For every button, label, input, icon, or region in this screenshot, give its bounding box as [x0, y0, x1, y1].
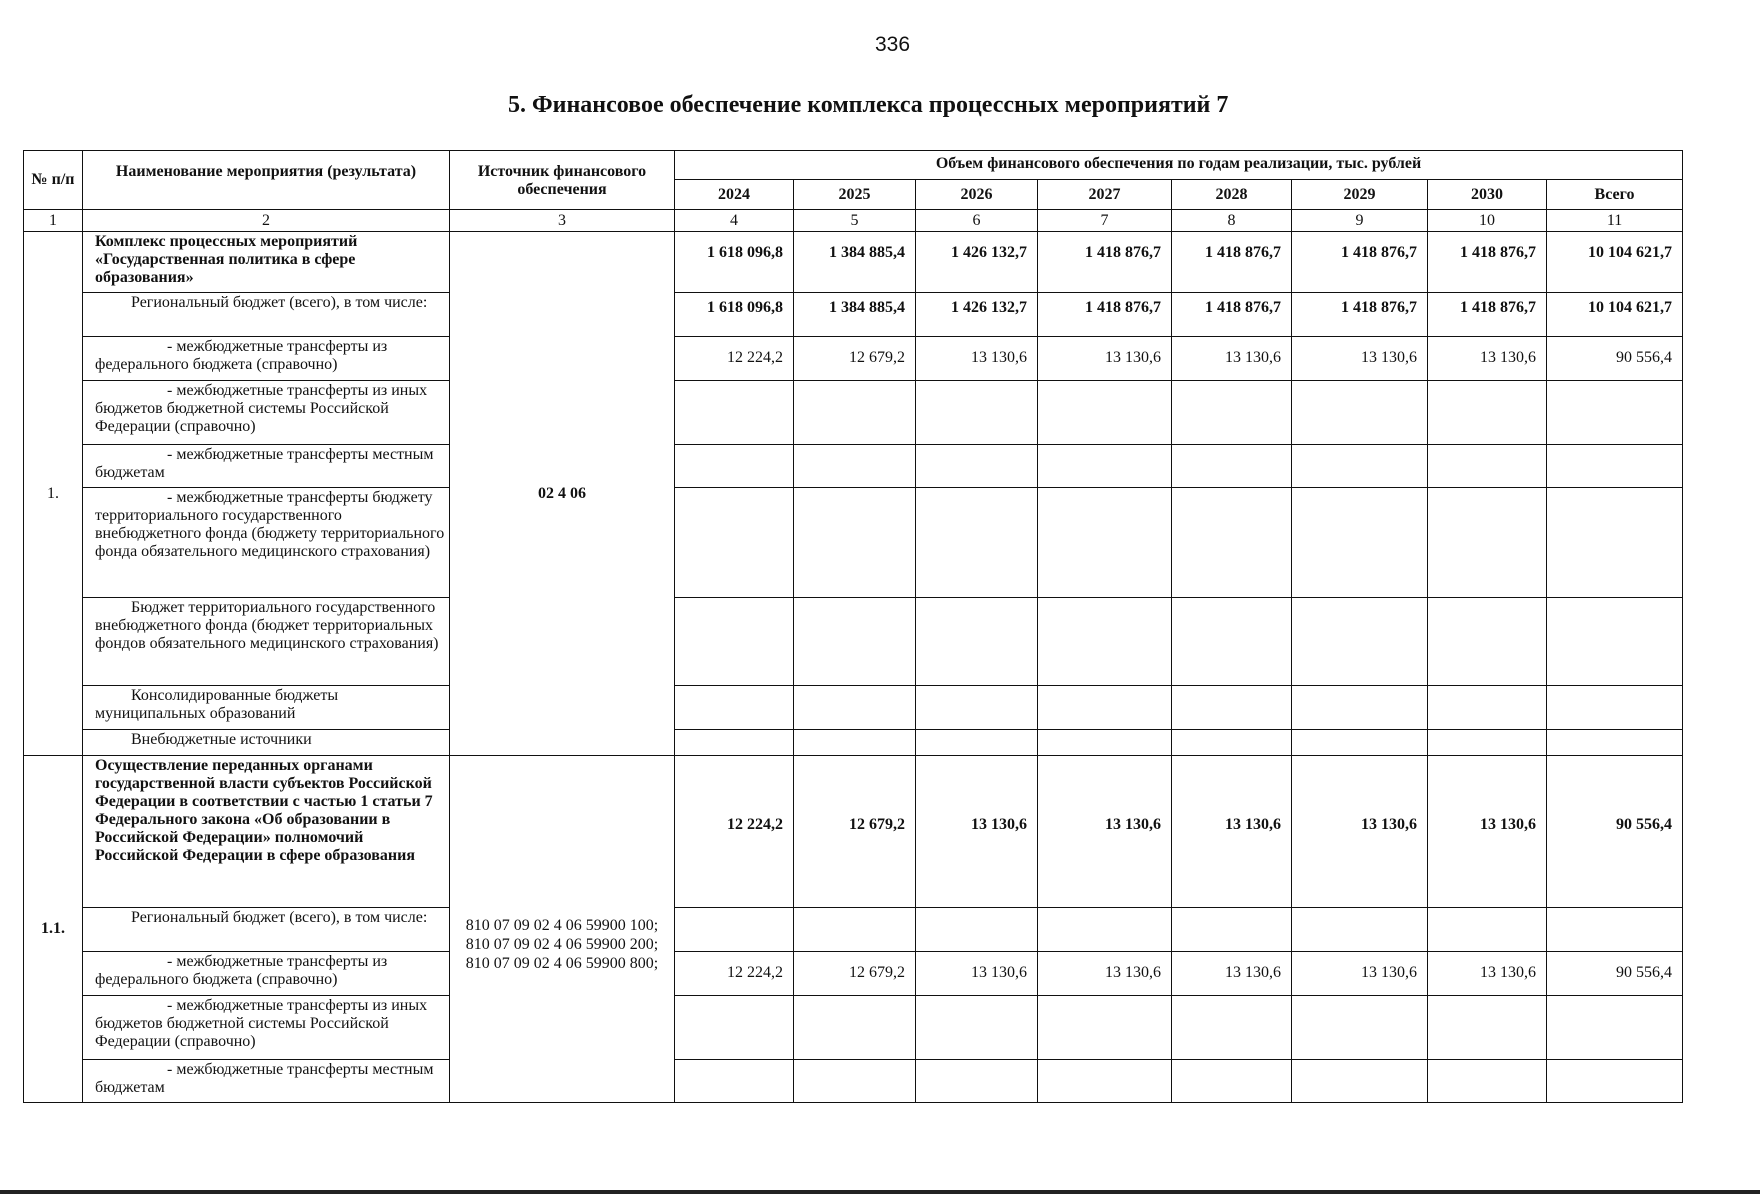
value-cell — [1428, 686, 1547, 730]
value-cell — [1292, 1060, 1428, 1103]
value-cell: 12 224,2 — [675, 337, 794, 381]
scan-edge-line — [0, 1190, 1760, 1194]
value-cell — [1038, 730, 1172, 756]
financing-table — [23, 150, 1683, 1103]
value-cell: 1 618 096,8 — [675, 293, 794, 337]
value-cell — [1547, 908, 1683, 952]
value-cell — [675, 686, 794, 730]
header-year: 2028 — [1172, 180, 1292, 210]
value-cell — [916, 1060, 1038, 1103]
header-source: Источник финансового обеспечения — [450, 151, 675, 210]
value-cell — [1292, 686, 1428, 730]
value-cell: 13 130,6 — [1172, 337, 1292, 381]
value-cell — [794, 686, 916, 730]
value-cell — [1428, 996, 1547, 1060]
value-cell — [1547, 381, 1683, 445]
value-cell — [1172, 730, 1292, 756]
table-row — [24, 337, 1683, 381]
value-cell — [794, 1060, 916, 1103]
value-cell: 1 418 876,7 — [1292, 232, 1428, 293]
row-name: - межбюджетные трансферты из федерального бюджета (справочно) — [83, 952, 450, 996]
value-cell: 13 130,6 — [1038, 952, 1172, 996]
value-cell — [916, 730, 1038, 756]
value-cell — [675, 1060, 794, 1103]
value-cell: 13 130,6 — [1292, 952, 1428, 996]
value-cell — [1292, 381, 1428, 445]
table-row — [24, 232, 1683, 293]
row-number: 1. — [24, 232, 83, 756]
value-cell — [794, 488, 916, 598]
value-cell: 1 384 885,4 — [794, 232, 916, 293]
value-cell — [1292, 908, 1428, 952]
value-cell — [1428, 488, 1547, 598]
row-name: Региональный бюджет (всего), в том числе: — [83, 293, 450, 337]
value-cell: 1 418 876,7 — [1038, 293, 1172, 337]
value-cell: 13 130,6 — [916, 756, 1038, 908]
header-year: 2024 — [675, 180, 794, 210]
value-cell — [1428, 445, 1547, 488]
table-row — [24, 381, 1683, 445]
value-cell — [1547, 730, 1683, 756]
row-name: - межбюджетные трансферты из федерального бюджета (справочно) — [83, 337, 450, 381]
value-cell — [1038, 445, 1172, 488]
value-cell: 12 679,2 — [794, 337, 916, 381]
header-year: 2025 — [794, 180, 916, 210]
row-name: - межбюджетные трансферты из иных бюджетов бюджетной системы Российской Федерации (справочно) — [83, 381, 450, 445]
row-name: Консолидированные бюджеты муниципальных образований — [83, 686, 450, 730]
header-num: № п/п — [24, 151, 83, 210]
value-cell: 1 418 876,7 — [1172, 293, 1292, 337]
value-cell — [675, 908, 794, 952]
value-cell — [916, 996, 1038, 1060]
value-cell: 13 130,6 — [1172, 952, 1292, 996]
column-index: 4 — [675, 210, 794, 232]
column-index: 9 — [1292, 210, 1428, 232]
row-name: - межбюджетные трансферты местным бюджетам — [83, 1060, 450, 1103]
value-cell: 12 679,2 — [794, 756, 916, 908]
row-name: Внебюджетные источники — [83, 730, 450, 756]
value-cell — [916, 598, 1038, 686]
value-cell: 1 384 885,4 — [794, 293, 916, 337]
value-cell — [794, 598, 916, 686]
header-year: 2027 — [1038, 180, 1172, 210]
value-cell — [916, 686, 1038, 730]
value-cell — [1547, 445, 1683, 488]
header-volume: Объем финансового обеспечения по годам реализации, тыс. рублей — [675, 151, 1683, 180]
value-cell: 1 418 876,7 — [1428, 232, 1547, 293]
table-row — [24, 952, 1683, 996]
value-cell: 13 130,6 — [1292, 756, 1428, 908]
funding-source-codes — [450, 756, 675, 1103]
value-cell — [675, 381, 794, 445]
value-cell — [1172, 686, 1292, 730]
value-cell — [794, 445, 916, 488]
column-index: 11 — [1547, 210, 1683, 232]
page-number: 336 — [875, 33, 911, 56]
row-number: 1.1. — [24, 756, 83, 1103]
table-row — [24, 1060, 1683, 1103]
value-cell — [1172, 908, 1292, 952]
value-cell — [1428, 908, 1547, 952]
budget-code: 810 07 09 02 4 06 59900 200; — [465, 935, 659, 953]
budget-code: 810 07 09 02 4 06 59900 800; — [465, 954, 659, 972]
header-year: 2026 — [916, 180, 1038, 210]
table-row — [24, 756, 1683, 908]
value-cell: 90 556,4 — [1547, 756, 1683, 908]
value-cell — [1547, 996, 1683, 1060]
value-cell — [1172, 381, 1292, 445]
row-name: - межбюджетные трансферты местным бюджетам — [83, 445, 450, 488]
value-cell: 13 130,6 — [916, 952, 1038, 996]
row-name: - межбюджетные трансферты из иных бюджетов бюджетной системы Российской Федерации (справочно) — [83, 996, 450, 1060]
value-cell: 13 130,6 — [1428, 337, 1547, 381]
value-cell — [1428, 1060, 1547, 1103]
value-cell — [1038, 1060, 1172, 1103]
funding-source: 02 4 06 — [450, 232, 675, 756]
value-cell — [675, 445, 794, 488]
value-cell: 90 556,4 — [1547, 337, 1683, 381]
value-cell: 12 224,2 — [675, 952, 794, 996]
value-cell: 10 104 621,7 — [1547, 232, 1683, 293]
value-cell — [1547, 488, 1683, 598]
value-cell: 1 618 096,8 — [675, 232, 794, 293]
value-cell — [794, 381, 916, 445]
value-cell — [1292, 445, 1428, 488]
value-cell — [1038, 381, 1172, 445]
column-index: 6 — [916, 210, 1038, 232]
page-title: 5. Финансовое обеспечение комплекса процессных мероприятий 7 — [508, 92, 1229, 118]
value-cell — [1038, 686, 1172, 730]
column-index: 8 — [1172, 210, 1292, 232]
value-cell: 13 130,6 — [916, 337, 1038, 381]
table-row — [24, 445, 1683, 488]
row-name: Бюджет территориального государственного внебюджетного фонда (бюджет территориальных фондов обязательного медицинского страхования) — [83, 598, 450, 686]
value-cell: 13 130,6 — [1428, 952, 1547, 996]
value-cell: 1 426 132,7 — [916, 232, 1038, 293]
value-cell — [1292, 488, 1428, 598]
value-cell — [1172, 488, 1292, 598]
header-year: 2029 — [1292, 180, 1428, 210]
column-index: 2 — [83, 210, 450, 232]
column-index: 7 — [1038, 210, 1172, 232]
value-cell — [1428, 730, 1547, 756]
column-index: 5 — [794, 210, 916, 232]
value-cell: 13 130,6 — [1172, 756, 1292, 908]
value-cell — [675, 730, 794, 756]
value-cell: 12 224,2 — [675, 756, 794, 908]
row-name: Комплекс процессных мероприятий «Государственная политика в сфере образования» — [83, 232, 450, 293]
table-row — [24, 730, 1683, 756]
row-name: Осуществление переданных органами государственной власти субъектов Российской Федерации в соответствии с частью 1 статьи 7 Федерального закона «Об образовании в Российской Федерации» полномочий Российской Федерации в сфере образования — [83, 756, 450, 908]
column-index: 3 — [450, 210, 675, 232]
value-cell: 13 130,6 — [1038, 337, 1172, 381]
value-cell — [1038, 996, 1172, 1060]
value-cell: 90 556,4 — [1547, 952, 1683, 996]
value-cell — [916, 445, 1038, 488]
value-cell: 12 679,2 — [794, 952, 916, 996]
value-cell — [1547, 598, 1683, 686]
value-cell: 13 130,6 — [1038, 756, 1172, 908]
value-cell — [1038, 908, 1172, 952]
table-row — [24, 598, 1683, 686]
value-cell — [794, 996, 916, 1060]
value-cell — [1428, 381, 1547, 445]
value-cell — [1292, 730, 1428, 756]
value-cell: 1 418 876,7 — [1428, 293, 1547, 337]
value-cell: 1 426 132,7 — [916, 293, 1038, 337]
table-row — [24, 686, 1683, 730]
value-cell — [794, 908, 916, 952]
table-row — [24, 996, 1683, 1060]
column-index: 10 — [1428, 210, 1547, 232]
row-name: - межбюджетные трансферты бюджету территориального государственного внебюджетного фонда (бюджету территориального фонда обязательного медицинского страхования) — [83, 488, 450, 598]
value-cell — [675, 488, 794, 598]
header-total: Всего — [1547, 180, 1683, 210]
budget-code: 810 07 09 02 4 06 59900 100; — [465, 916, 659, 934]
table-row — [24, 488, 1683, 598]
table-row — [24, 293, 1683, 337]
value-cell: 1 418 876,7 — [1172, 232, 1292, 293]
value-cell — [916, 908, 1038, 952]
column-index: 1 — [24, 210, 83, 232]
value-cell — [1292, 598, 1428, 686]
value-cell — [916, 488, 1038, 598]
value-cell — [1428, 598, 1547, 686]
value-cell — [1038, 598, 1172, 686]
value-cell — [1172, 598, 1292, 686]
table-row — [24, 908, 1683, 952]
value-cell: 10 104 621,7 — [1547, 293, 1683, 337]
value-cell — [1038, 488, 1172, 598]
value-cell — [1292, 996, 1428, 1060]
value-cell — [1172, 445, 1292, 488]
row-name: Региональный бюджет (всего), в том числе: — [83, 908, 450, 952]
header-year: 2030 — [1428, 180, 1547, 210]
value-cell — [1172, 1060, 1292, 1103]
value-cell — [916, 381, 1038, 445]
value-cell — [1172, 996, 1292, 1060]
value-cell — [1547, 1060, 1683, 1103]
value-cell: 1 418 876,7 — [1292, 293, 1428, 337]
value-cell — [1547, 686, 1683, 730]
header-name: Наименование мероприятия (результата) — [83, 151, 450, 210]
value-cell — [794, 730, 916, 756]
value-cell: 1 418 876,7 — [1038, 232, 1172, 293]
value-cell: 13 130,6 — [1428, 756, 1547, 908]
value-cell — [675, 996, 794, 1060]
value-cell — [675, 598, 794, 686]
value-cell: 13 130,6 — [1292, 337, 1428, 381]
